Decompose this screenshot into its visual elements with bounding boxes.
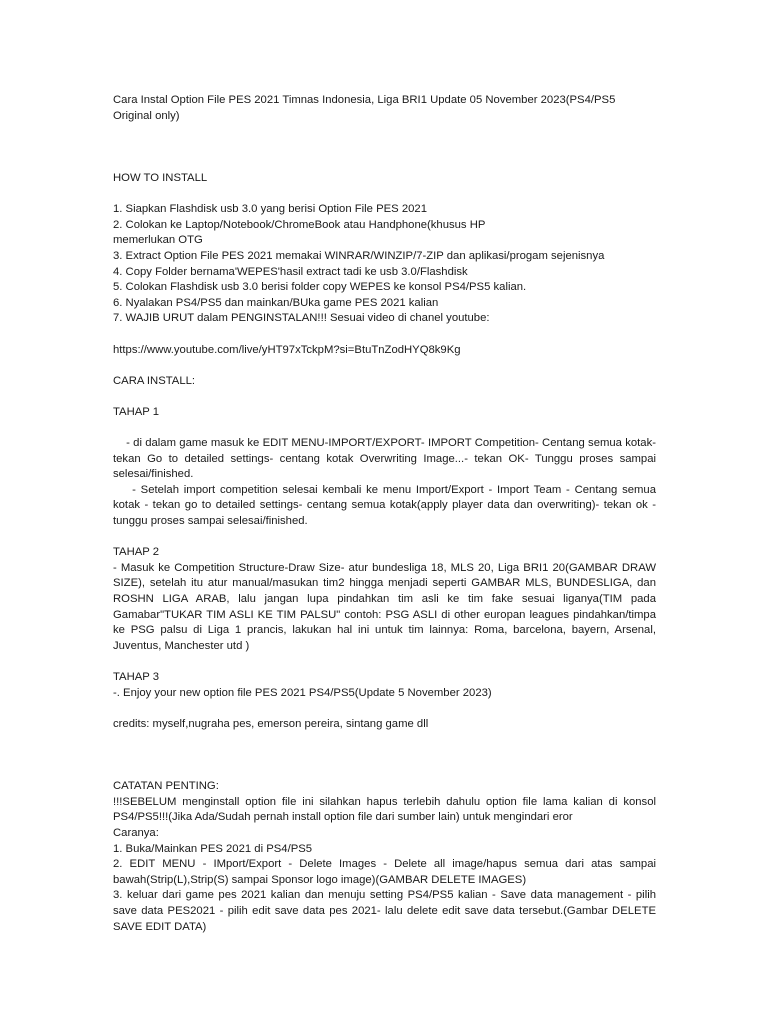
install-step: 1. Siapkan Flashdisk usb 3.0 yang berisi Option File PES 2021 — [113, 203, 427, 216]
cara-install-heading: CARA INSTALL: — [113, 374, 196, 387]
youtube-video-link[interactable]: https://www.youtube.com/live/yHT97xTckpM?si=BtuTnZodHYQ8k9Kg — [113, 343, 461, 356]
spacer — [113, 389, 656, 405]
spacer — [113, 187, 656, 203]
spacer — [113, 732, 656, 779]
catatan-step: 3. keluar dari game pes 2021 kalian dan menuju setting PS4/PS5 kalian - Save data management - pilih save data PES2021 - pilih edit save data pes 2021- lalu delete edit save data tersebut.(Gambar DELETE SAVE EDIT DATA) — [113, 889, 660, 933]
tahap2-heading: TAHAP 2 — [113, 546, 160, 559]
install-step: 6. Nyalakan PS4/PS5 dan mainkan/BUka game PES 2021 kalian — [113, 296, 439, 309]
tahap1-heading: TAHAP 1 — [113, 405, 160, 418]
catatan-warning: !!!SEBELUM menginstall option file ini silahkan hapus terlebih dahulu option file lama kalian di konsol PS4/PS5!!!(Jika Ada/Sudah pernah install option file dari sumber lain) untuk mengindari eror — [113, 795, 660, 824]
install-step: 5. Colokan Flashdisk usb 3.0 berisi folder copy WEPES ke konsol PS4/PS5 kalian. — [113, 281, 527, 294]
spacer — [113, 654, 656, 670]
install-step: 4. Copy Folder bernama'WEPES'hasil extract tadi ke usb 3.0/Flashdisk — [113, 265, 468, 278]
catatan-step: 2. EDIT MENU - IMport/Export - Delete Images - Delete all image/hapus semua dari atas sampai bawah(Strip(L),Strip(S) sampai Sponsor logo image)(GAMBAR DELETE IMAGES) — [113, 858, 660, 886]
spacer — [113, 420, 656, 436]
tahap3-heading: TAHAP 3 — [113, 670, 160, 683]
how-to-install-heading: HOW TO INSTALL — [113, 171, 208, 184]
install-step: 3. Extract Option File PES 2021 memakai WINRAR/WINZIP/7-ZIP dan aplikasi/progam sejenisnya — [113, 249, 605, 262]
spacer — [113, 530, 656, 546]
spacer — [113, 701, 656, 717]
tahap2-paragraph: - Masuk ke Competition Structure-Draw Size- atur bundesliga 18, MLS 20, Liga BRI1 20(GAMBAR DRAW SIZE), setelah itu atur manual/masukan tim2 hingga menjadi seperti GAMBAR MLS, BUNDESLIGA, dan ROSHN LIGA ARAB, lalu jangan lupa pindahkan tim asli ke tim fake sesuai liganya(TIM pada Gamabar"TUKAR TIM ASLI KE TIM PALSU" contoh: PSG ASLI di other europan leagues pindahkan/timpa ke PSG palsu di Liga 1 prancis, lakukan hal ini untuk tim lainnya: Roma, barcelona, bayern, Arsenal, Juventus, Manchester utd ) — [113, 561, 660, 652]
tahap1-paragraph: - Setelah import competition selesai kembali ke menu Import/Export - Import Team - Centang semua kotak - tekan go to detailed settings- centang semua kotak(apply player data dan overwriting)- tekan ok - tunggu proses sampai selesai/finished. — [113, 483, 660, 528]
catatan-heading: CATATAN PENTING: — [113, 780, 219, 793]
tahap3-paragraph: -. Enjoy your new option file PES 2021 PS4/PS5(Update 5 November 2023) — [113, 686, 492, 699]
install-step: 2. Colokan ke Laptop/Notebook/ChromeBook atau Handphone(khusus HP — [113, 218, 486, 231]
spacer — [113, 358, 656, 374]
install-step: 7. WAJIB URUT dalam PENGINSTALAN!!! Sesuai video di chanel youtube: — [113, 312, 490, 325]
document-title: Cara Instal Option File PES 2021 Timnas Indonesia, Liga BRI1 Update 05 November 2023(PS4/PS5 Original only) — [113, 94, 619, 122]
catatan-caranya: Caranya: — [113, 826, 159, 839]
spacer — [113, 327, 656, 343]
spacer — [113, 124, 656, 171]
install-step: memerlukan OTG — [113, 234, 203, 247]
document-page — [113, 93, 660, 935]
credits-text: credits: myself,nugraha pes, emerson pereira, sintang game dll — [113, 717, 429, 730]
catatan-step: 1. Buka/Mainkan PES 2021 di PS4/PS5 — [113, 842, 313, 855]
tahap1-paragraph: - di dalam game masuk ke EDIT MENU-IMPORT/EXPORT- IMPORT Competition- Centang semua kotak-tekan Go to detailed settings- centang kotak Overwriting Image...- tekan OK- Tunggu proses sampai selesai/finished. — [113, 437, 660, 481]
